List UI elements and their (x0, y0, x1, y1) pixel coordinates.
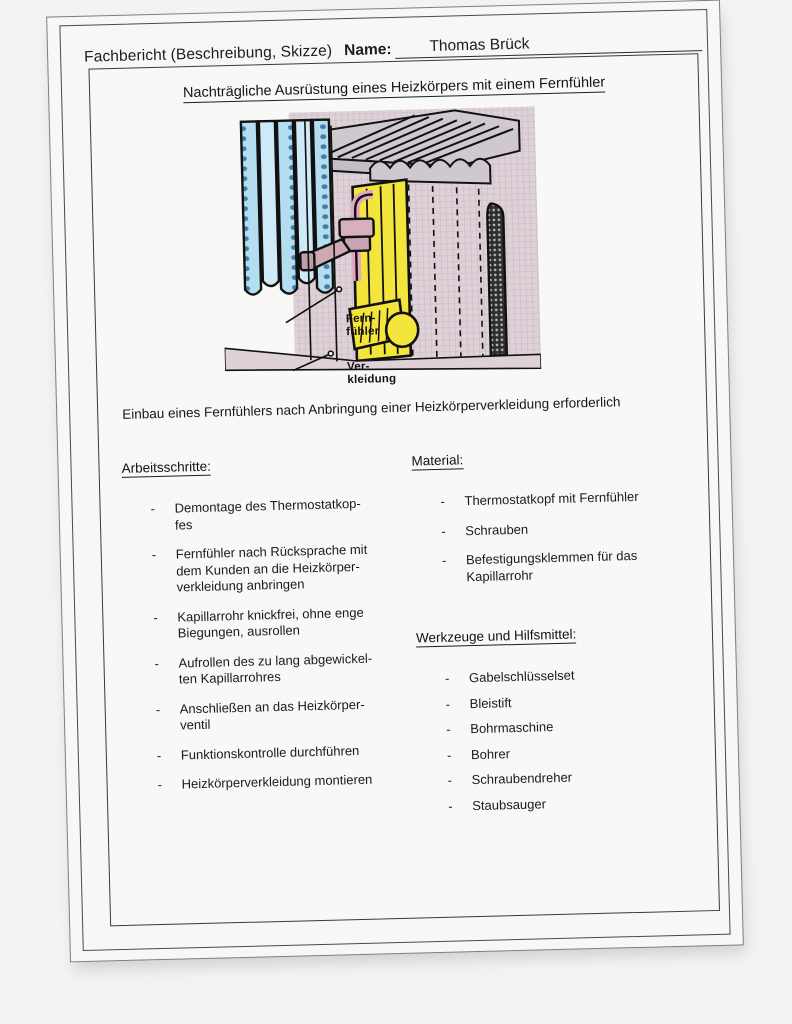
heading-arbeitsschritte-text: Arbeitsschritte: (121, 458, 212, 476)
list-item: - Anschließen an das Heizkörper- ventil (152, 695, 401, 734)
curtain (241, 120, 333, 295)
content-columns (99, 446, 718, 917)
callout-verkleidung-line2: kleidung (347, 372, 397, 386)
heading-werkzeuge (416, 624, 684, 646)
heading-material (411, 447, 679, 469)
callout-verkleidung-line1: Ver- (346, 360, 370, 374)
form-type-label: Fachbericht (Beschreibung, Skizze) (83, 42, 333, 66)
list-item: - Heizkörperverkleidung montieren (153, 771, 401, 794)
list-item: - Schrauben (437, 517, 681, 540)
radiator-illustration (219, 106, 542, 392)
list-item: - Befestigungsklemmen für das Kapillarrohr (438, 547, 683, 586)
list-item: - Bleistift (441, 690, 685, 713)
list-item: - Bohrer (443, 741, 687, 764)
callout-fernfuehler-line1: Fern- (345, 312, 376, 326)
list-material (412, 488, 682, 587)
list-item: - Fernfühler nach Rücksprache mit dem Kunden an die Heizkörper- verkleidung anbringen (148, 541, 397, 597)
illustration-caption: Einbau eines Fernfühlers nach Anbringung einer Heizkörperverkleidung erforderlich (122, 394, 621, 422)
paper-sheet (46, 0, 744, 962)
document-title (90, 72, 698, 103)
list-werkzeuge (417, 665, 689, 816)
name-field-label: Name: (343, 40, 392, 60)
callout-verkleidung (347, 360, 397, 386)
list-item: - Schraubendreher (443, 767, 687, 790)
list-item: - Thermostatkopf mit Fernfühler (436, 488, 680, 511)
heading-material-text: Material: (411, 452, 464, 469)
callout-fernfuehler (346, 312, 380, 338)
column-work-steps (121, 454, 402, 807)
list-item: - Staubsauger (444, 792, 688, 815)
list-item: - Gabelschlüsselset (441, 665, 685, 688)
list-item: - Bohrmaschine (442, 716, 686, 739)
list-item: - Aufrollen des zu lang abgewickel- ten Kapillarrohres (150, 649, 399, 688)
callout-fernfuehler-line2: fühler (346, 324, 380, 338)
name-field-value: Thomas Brück (395, 31, 702, 59)
content-border-frame (88, 53, 720, 926)
column-material-tools (411, 447, 688, 825)
list-arbeitsschritte (122, 495, 401, 794)
list-item: - Kapillarrohr knickfrei, ohne enge Biegungen, ausrollen (149, 603, 398, 642)
heading-werkzeuge-text: Werkzeuge und Hilfsmittel: (415, 626, 577, 646)
grille-panel (487, 203, 507, 355)
heading-arbeitsschritte (121, 454, 393, 476)
list-item: - Demontage des Thermostatkop- fes (146, 495, 395, 534)
list-item: - Funktionskontrolle durchführen (153, 741, 401, 764)
document-title-text: Nachträgliche Ausrüstung eines Heizkörpers mit einem Fernfühler (182, 74, 606, 102)
